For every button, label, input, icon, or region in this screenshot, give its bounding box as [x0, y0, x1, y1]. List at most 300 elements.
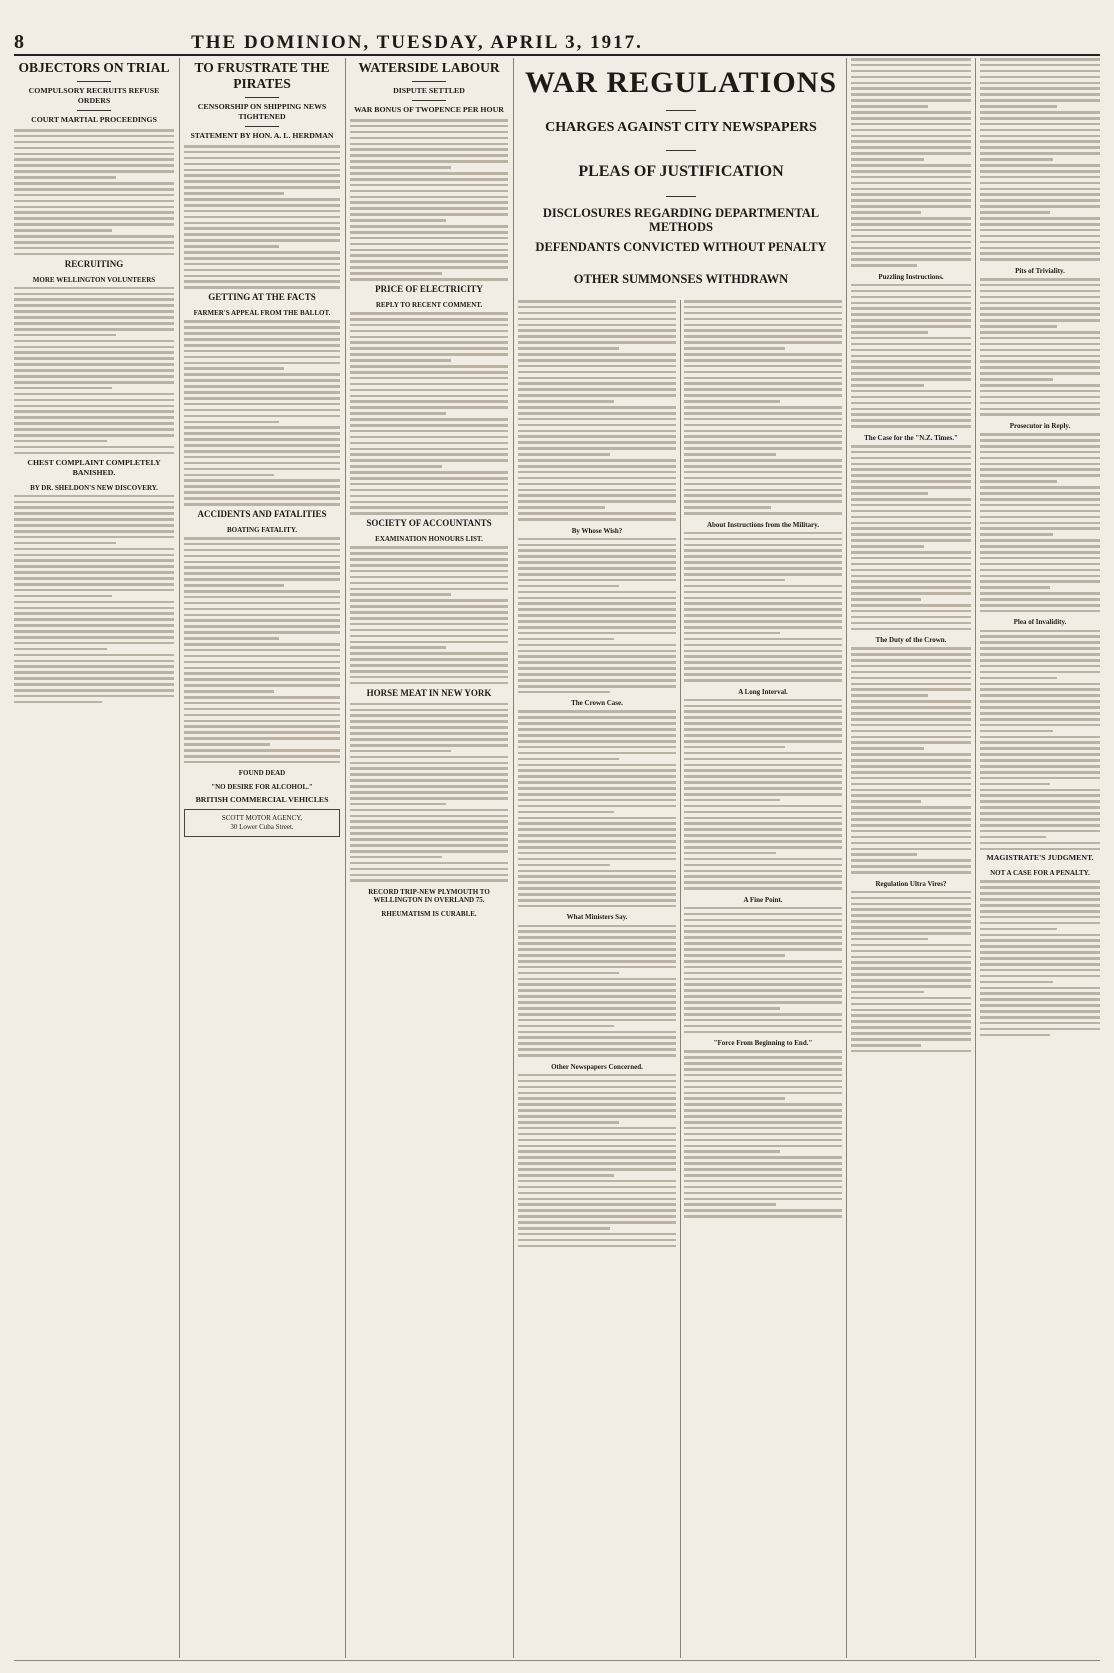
text-line: [980, 928, 1057, 931]
text-line: [350, 720, 508, 723]
text-line: [980, 777, 1100, 780]
text-line: [14, 293, 174, 296]
text-line: [14, 495, 174, 498]
separator: [245, 97, 279, 98]
text-line: [980, 647, 1100, 650]
text-line: [980, 439, 1100, 442]
text-line: [684, 365, 842, 368]
text-line: [851, 598, 921, 601]
text-line: [684, 1007, 780, 1010]
text-line: [851, 824, 971, 827]
text-line: [684, 930, 842, 933]
text-line: [350, 249, 508, 252]
article-body-recruiting: [14, 287, 174, 455]
text-line: [684, 781, 842, 784]
text-line: [350, 430, 508, 433]
text-line: [684, 995, 842, 998]
text-line: [518, 394, 676, 397]
text-line: [851, 789, 971, 792]
text-line: [350, 756, 508, 759]
text-line: [518, 632, 676, 635]
text-line: [184, 367, 284, 370]
separator: [245, 126, 279, 127]
text-line: [518, 1215, 676, 1218]
text-line: [980, 366, 1100, 369]
text-line: [980, 284, 1100, 287]
text-line: [980, 969, 1100, 972]
text-line: [851, 1038, 971, 1041]
section-invalidity: Plea of Invalidity.: [1013, 618, 1067, 627]
text-line: [518, 620, 676, 623]
text-line: [518, 781, 676, 784]
article-body-accidents: [184, 537, 340, 763]
text-line: [980, 569, 1100, 572]
text-line: [350, 641, 508, 644]
text-line: [684, 585, 842, 588]
text-line: [350, 125, 508, 128]
text-line: [184, 468, 340, 471]
text-line: [851, 765, 971, 768]
text-line: [14, 141, 174, 144]
text-line: [851, 991, 924, 994]
text-line: [14, 665, 174, 668]
text-line: [980, 480, 1057, 483]
text-line: [184, 462, 340, 465]
text-line: [684, 1121, 842, 1124]
text-line: [851, 123, 971, 126]
text-line: [14, 695, 174, 698]
text-line: [851, 70, 971, 73]
text-line: [184, 497, 340, 500]
text-line: [980, 812, 1100, 815]
text-line: [14, 206, 174, 209]
text-line: [980, 551, 1100, 554]
text-line: [518, 400, 614, 403]
text-line: [518, 966, 676, 969]
text-line: [980, 794, 1100, 797]
text-line: [851, 688, 971, 691]
text-line: [518, 728, 676, 731]
text-line: [14, 518, 174, 521]
text-line: [684, 1001, 842, 1004]
text-line: [518, 459, 676, 462]
text-line: [518, 740, 676, 743]
text-line: [851, 914, 971, 917]
subhead-court-martial: COURT MARTIAL PROCEEDINGS: [31, 115, 157, 124]
text-line: [851, 1044, 921, 1047]
text-line: [184, 320, 340, 323]
text-line: [684, 1209, 842, 1212]
text-line: [980, 302, 1100, 305]
text-line: [518, 846, 676, 849]
text-line: [518, 1150, 676, 1153]
text-line: [980, 753, 1100, 756]
text-line: [184, 743, 270, 746]
text-line: [518, 341, 676, 344]
text-line: [684, 471, 842, 474]
text-line: [851, 853, 917, 856]
text-line: [518, 787, 676, 790]
text-line: [980, 987, 1100, 990]
text-line: [980, 492, 1100, 495]
article-body-war-15: [851, 891, 971, 1053]
text-line: [14, 363, 174, 366]
text-line: [518, 1019, 676, 1022]
text-line: [14, 387, 112, 390]
text-line: [851, 926, 971, 929]
text-line: [14, 241, 174, 244]
column-4: [518, 300, 676, 1658]
text-line: [14, 434, 174, 437]
text-line: [684, 1203, 776, 1206]
section-other-newspapers: Other Newspapers Concerned.: [551, 1062, 643, 1071]
text-line: [851, 247, 971, 250]
article-body-war-10: [684, 1050, 842, 1218]
text-line: [980, 533, 1053, 536]
text-line: [851, 653, 971, 656]
text-line: [518, 1227, 610, 1230]
text-line: [851, 188, 971, 191]
text-line: [980, 463, 1100, 466]
text-line: [518, 447, 676, 450]
text-line: [980, 741, 1100, 744]
text-line: [14, 577, 174, 580]
text-line: [980, 836, 1046, 839]
text-line: [14, 393, 174, 396]
text-line: [518, 435, 676, 438]
section-horse-meat: HORSE MEAT IN NEW YORK: [366, 687, 492, 698]
text-line: [851, 372, 971, 375]
text-line: [851, 158, 924, 161]
text-line: [184, 737, 340, 740]
text-line: [184, 543, 340, 546]
text-line: [684, 775, 842, 778]
text-line: [851, 445, 971, 448]
text-line: [684, 341, 842, 344]
text-line: [684, 597, 842, 600]
text-line: [851, 730, 971, 733]
text-line: [684, 793, 842, 796]
text-line: [184, 725, 340, 728]
text-line: [518, 805, 676, 808]
text-line: [684, 1103, 842, 1106]
text-line: [980, 771, 1100, 774]
text-line: [14, 369, 174, 372]
text-line: [518, 1115, 676, 1118]
text-line: [350, 593, 451, 596]
text-line: [350, 266, 508, 269]
column-rule: [179, 58, 180, 1658]
text-line: [851, 865, 971, 868]
headline-pirates: TO FRUSTRATE THE PIRATES: [194, 60, 330, 91]
text-line: [518, 1133, 676, 1136]
text-line: [518, 899, 676, 902]
text-line: [14, 636, 174, 639]
text-line: [851, 252, 971, 255]
text-line: [14, 217, 174, 220]
text-line: [14, 612, 174, 615]
text-line: [14, 648, 107, 651]
text-line: [518, 661, 676, 664]
article-body-electricity: [350, 312, 508, 515]
text-line: [684, 377, 842, 380]
text-line: [684, 1139, 842, 1142]
text-line: [851, 938, 928, 941]
text-line: [14, 176, 116, 179]
text-line: [184, 555, 340, 558]
text-line: [350, 119, 508, 122]
text-line: [518, 318, 676, 321]
text-line: [518, 555, 676, 558]
text-line: [518, 518, 676, 521]
article-body-war-2: [518, 538, 676, 694]
text-line: [980, 99, 1100, 102]
text-line: [980, 408, 1100, 411]
section-facts: GETTING AT THE FACTS: [208, 292, 316, 303]
text-line: [851, 891, 971, 894]
text-line: [980, 129, 1100, 132]
text-line: [851, 622, 971, 625]
text-line: [851, 932, 971, 935]
text-line: [184, 186, 340, 189]
text-line: [684, 300, 842, 303]
text-line: [684, 875, 842, 878]
text-line: [350, 172, 508, 175]
text-line: [350, 237, 508, 240]
text-line: [518, 471, 676, 474]
text-line: [14, 247, 174, 250]
text-line: [350, 664, 508, 667]
text-line: [14, 399, 174, 402]
text-line: [980, 64, 1100, 67]
section-crown-case: The Crown Case.: [571, 699, 623, 708]
text-line: [980, 604, 1100, 607]
text-line: [14, 554, 174, 557]
text-line: [851, 129, 971, 132]
text-line: [980, 957, 1100, 960]
text-line: [851, 111, 971, 114]
text-line: [980, 630, 1100, 633]
text-line: [980, 641, 1100, 644]
text-line: [14, 701, 102, 704]
text-line: [851, 360, 971, 363]
text-line: [14, 624, 174, 627]
article-body-objectors: [14, 129, 174, 255]
text-line: [980, 433, 1100, 436]
ad-line-2: 30 Lower Cuba Street.: [230, 822, 294, 831]
text-line: [851, 967, 971, 970]
section-found-dead: FOUND DEAD: [238, 769, 286, 778]
text-line: [184, 661, 340, 664]
text-line: [184, 485, 340, 488]
text-line: [518, 1127, 676, 1130]
text-line: [350, 676, 508, 679]
text-line: [684, 764, 842, 767]
text-line: [350, 495, 508, 498]
text-line: [350, 856, 442, 859]
text-line: [14, 170, 174, 173]
text-line: [350, 844, 508, 847]
text-line: [518, 954, 676, 957]
text-line: [14, 340, 174, 343]
text-line: [518, 746, 676, 749]
text-line: [518, 561, 676, 564]
text-line: [518, 347, 619, 350]
text-line: [518, 483, 676, 486]
text-line: [684, 602, 842, 605]
text-line: [14, 287, 174, 290]
text-line: [350, 477, 508, 480]
text-line: [350, 850, 508, 853]
text-line: [684, 960, 842, 963]
text-line: [518, 602, 676, 605]
text-line: [684, 1019, 842, 1022]
text-line: [518, 549, 676, 552]
text-line: [14, 235, 174, 238]
text-line: [851, 486, 971, 489]
subhead-dispute: DISPUTE SETTLED: [393, 86, 465, 95]
text-line: [980, 182, 1100, 185]
text-line: [518, 1048, 676, 1051]
text-line: [684, 919, 842, 922]
text-line: [518, 585, 619, 588]
text-line: [980, 516, 1100, 519]
text-line: [851, 182, 971, 185]
text-line: [518, 1031, 676, 1034]
text-line: [684, 412, 842, 415]
text-line: [684, 881, 842, 884]
text-line: [350, 879, 508, 882]
separator: [412, 100, 446, 101]
text-line: [980, 146, 1100, 149]
text-line: [851, 408, 971, 411]
text-line: [518, 494, 676, 497]
text-line: [184, 631, 340, 634]
text-line: [518, 881, 676, 884]
text-line: [980, 945, 1100, 948]
text-line: [980, 258, 1100, 261]
text-line: [980, 349, 1100, 352]
text-line: [980, 800, 1100, 803]
text-line: [684, 805, 842, 808]
text-line: [851, 569, 971, 572]
text-line: [14, 405, 174, 408]
text-line: [980, 783, 1050, 786]
section-record-trip: RECORD TRIP-NEW PLYMOUTH TO WELLINGTON IN OVERLAND 75.: [368, 887, 490, 905]
text-line: [684, 335, 842, 338]
text-line: [14, 548, 174, 551]
text-line: [980, 486, 1100, 489]
text-line: [350, 826, 508, 829]
text-line: [350, 588, 508, 591]
text-line: [980, 635, 1100, 638]
section-chest-sub: BY DR. SHELDON'S NEW DISCOVERY.: [30, 483, 158, 492]
text-line: [184, 251, 340, 254]
text-line: [350, 260, 508, 263]
text-line: [684, 371, 842, 374]
separator: [666, 196, 696, 197]
text-line: [518, 995, 676, 998]
text-line: [980, 58, 1100, 61]
text-line: [14, 501, 174, 504]
text-line: [518, 608, 676, 611]
text-line: [350, 838, 508, 841]
text-line: [184, 198, 340, 201]
text-line: [518, 1092, 676, 1095]
text-line: [851, 229, 971, 232]
article-body-war-19: [980, 630, 1100, 851]
text-line: [184, 643, 340, 646]
text-line: [350, 383, 508, 386]
text-line: [14, 654, 174, 657]
text-line: [684, 400, 780, 403]
text-line: [684, 834, 842, 837]
text-line: [851, 842, 971, 845]
text-line: [350, 874, 508, 877]
text-line: [851, 241, 971, 244]
section-puzzling: Puzzling Instructions.: [878, 272, 944, 281]
text-line: [851, 533, 971, 536]
text-line: [980, 211, 1050, 214]
text-line: [684, 614, 842, 617]
text-line: [184, 474, 274, 477]
text-line: [684, 1115, 842, 1118]
text-line: [518, 691, 610, 694]
text-line: [684, 907, 842, 910]
text-line: [684, 347, 785, 350]
text-line: [518, 306, 676, 309]
text-line: [518, 506, 605, 509]
text-line: [350, 137, 508, 140]
text-line: [684, 388, 842, 391]
text-line: [980, 1016, 1100, 1019]
text-line: [14, 677, 174, 680]
text-line: [14, 683, 174, 686]
text-line: [14, 618, 174, 621]
text-line: [14, 357, 174, 360]
text-line: [518, 1156, 676, 1159]
text-line: [684, 1198, 842, 1201]
text-line: [350, 201, 508, 204]
text-line: [851, 140, 971, 143]
text-line: [980, 671, 1100, 674]
text-line: [684, 532, 842, 535]
text-line: [14, 229, 112, 232]
text-line: [350, 506, 508, 509]
text-line: [518, 626, 676, 629]
text-line: [851, 683, 971, 686]
text-line: [684, 465, 842, 468]
text-line: [980, 677, 1057, 680]
text-line: [980, 205, 1100, 208]
section-nz-times: The Case for the "N.Z. Times.": [864, 433, 958, 442]
text-line: [184, 350, 340, 353]
text-line: [518, 579, 676, 582]
text-line: [851, 944, 971, 947]
text-line: [851, 390, 971, 393]
text-line: [518, 465, 676, 468]
text-line: [980, 384, 1100, 387]
text-line: [851, 235, 971, 238]
text-line: [518, 769, 676, 772]
text-line: [851, 474, 971, 477]
text-line: [184, 362, 340, 365]
text-line: [684, 561, 842, 564]
text-line: [851, 694, 928, 697]
text-line: [980, 527, 1100, 530]
text-line: [184, 239, 340, 242]
text-line: [980, 1010, 1100, 1013]
